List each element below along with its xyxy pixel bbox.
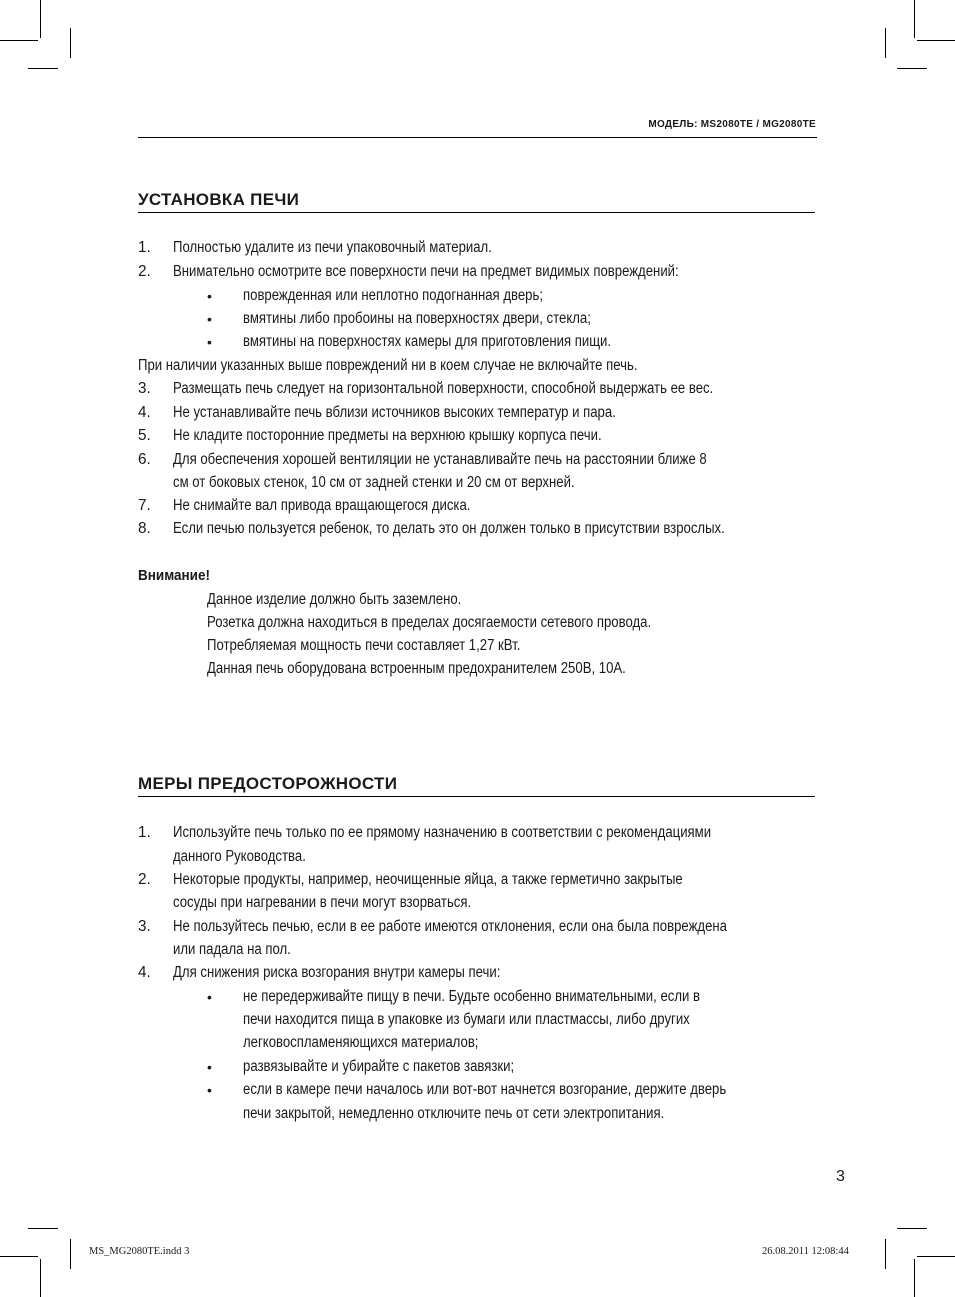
warning-line: Розетка должна находиться в пределах досягаемости сетевого провода.	[207, 614, 652, 631]
list-number: 1.	[138, 824, 151, 841]
list-item-text: или падала на пол.	[173, 941, 291, 958]
list-number: 2.	[138, 871, 151, 888]
bullet-icon: •	[207, 1059, 212, 1075]
crop-mark	[0, 1256, 38, 1257]
warning-title: Внимание!	[138, 567, 210, 584]
crop-mark	[40, 0, 41, 38]
warning-line: Данное изделие должно быть заземлено.	[207, 591, 462, 608]
list-item-text: Для снижения риска возгорания внутри камеры печи:	[173, 964, 501, 981]
warning-line: Потребляемая мощность печи составляет 1,27 кВт.	[207, 637, 521, 654]
bullet-icon: •	[207, 288, 212, 304]
bullet-icon: •	[207, 989, 212, 1005]
list-number: 3.	[138, 918, 151, 935]
list-item-text: Размещать печь следует на горизонтальной поверхности, способной выдержать ее вес.	[173, 380, 714, 397]
list-item-text: Не пользуйтесь печью, если в ее работе имеются отклонения, если она была повреждена	[173, 918, 727, 935]
bullet-icon: •	[207, 334, 212, 350]
crop-mark	[28, 68, 58, 69]
crop-mark	[885, 1239, 886, 1269]
crop-mark	[28, 1228, 58, 1229]
list-number: 4.	[138, 404, 151, 421]
list-number: 5.	[138, 427, 151, 444]
list-number: 4.	[138, 964, 151, 981]
slug-filename: MS_MG2080TE.indd 3	[89, 1246, 190, 1257]
list-item-text: Некоторые продукты, например, неочищенные яйца, а также герметично закрытые	[173, 871, 683, 888]
crop-mark	[70, 1239, 71, 1269]
list-number: 8.	[138, 520, 151, 537]
crop-mark	[0, 40, 38, 41]
bullet-text: вмятины либо пробоины на поверхностях двери, стекла;	[243, 310, 591, 327]
list-item-text: Для обеспечения хорошей вентиляции не устанавливайте печь на расстоянии ближе 8	[173, 451, 707, 468]
list-item-text: см от боковых стенок, 10 см от задней стенки и 20 см от верхней.	[173, 474, 575, 491]
list-number: 7.	[138, 497, 151, 514]
bullet-text: вмятины на поверхностях камеры для приготовления пищи.	[243, 333, 612, 350]
page-number: 3	[836, 1168, 845, 1185]
bullet-text: если в камере печи началось или вот-вот начнется возгорание, держите дверь	[243, 1081, 727, 1098]
model-header: МОДЕЛЬ: MS2080TE / MG2080TE	[648, 119, 816, 130]
list-number: 3.	[138, 380, 151, 397]
list-item-text: Не устанавливайте печь вблизи источников высоких температур и пара.	[173, 404, 616, 421]
list-item-text: данного Руководства.	[173, 848, 306, 865]
slug-datetime: 26.08.2011 12:08:44	[762, 1246, 849, 1257]
bullet-text: печи закрытой, немедленно отключите печь от сети электропитания.	[243, 1105, 665, 1122]
crop-mark	[897, 68, 927, 69]
bullet-text: печи находится пища в упаковке из бумаги или пластмассы, либо других	[243, 1011, 690, 1028]
list-item-text: Полностью удалите из печи упаковочный материал.	[173, 239, 492, 256]
bullet-text: развязывайте и убирайте с пакетов завязки;	[243, 1058, 515, 1075]
crop-mark	[914, 0, 915, 38]
bullet-icon: •	[207, 1082, 212, 1098]
section-title-installation: УСТАНОВКА ПЕЧИ	[138, 190, 815, 213]
list-number: 2.	[138, 263, 151, 280]
damage-note: При наличии указанных выше повреждений ни в коем случае не включайте печь.	[138, 357, 638, 374]
warning-line: Данная печь оборудована встроенным предохранителем 250В, 10А.	[207, 660, 626, 677]
crop-mark	[917, 40, 955, 41]
bullet-text: не передерживайте пищу в печи. Будьте особенно внимательными, если в	[243, 988, 701, 1005]
list-number: 6.	[138, 451, 151, 468]
crop-mark	[885, 28, 886, 58]
list-item-text: Не кладите посторонние предметы на верхнюю крышку корпуса печи.	[173, 427, 602, 444]
bullet-text: легковоспламеняющихся материалов;	[243, 1034, 479, 1051]
list-item-text: Если печью пользуется ребенок, то делать это он должен только в присутствии взрослых.	[173, 520, 725, 537]
crop-mark	[70, 28, 71, 58]
list-number: 1.	[138, 239, 151, 256]
list-item-text: Внимательно осмотрите все поверхности печи на предмет видимых повреждений:	[173, 263, 679, 280]
list-item-text: Не снимайте вал привода вращающегося диска.	[173, 497, 471, 514]
list-item-text: Используйте печь только по ее прямому назначению в соответствии с рекомендациями	[173, 824, 712, 841]
header-rule	[138, 137, 817, 138]
crop-mark	[914, 1259, 915, 1297]
crop-mark	[40, 1259, 41, 1297]
crop-mark	[897, 1228, 927, 1229]
section-title-precautions: МЕРЫ ПРЕДОСТОРОЖНОСТИ	[138, 774, 815, 797]
list-item-text: сосуды при нагревании в печи могут взорваться.	[173, 894, 472, 911]
bullet-text: поврежденная или неплотно подогнанная дверь;	[243, 287, 543, 304]
bullet-icon: •	[207, 311, 212, 327]
crop-mark	[917, 1256, 955, 1257]
